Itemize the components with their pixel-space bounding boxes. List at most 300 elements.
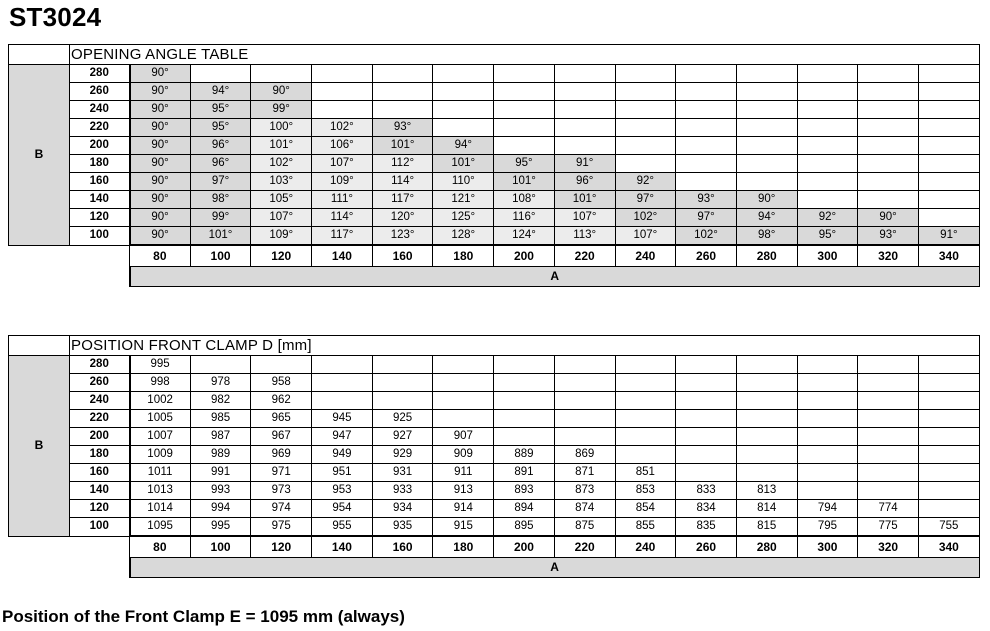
table-cell: 985: [190, 410, 251, 428]
spacer-cell: [9, 267, 130, 287]
front-clamp-position-table: [8, 335, 980, 578]
table-cell: 90°: [130, 227, 191, 246]
table-cell: 925: [372, 410, 433, 428]
table-cell: [858, 119, 919, 137]
table-cell: [312, 374, 373, 392]
table-cell: [858, 428, 919, 446]
table-cell: [858, 83, 919, 101]
table-cell: [918, 119, 979, 137]
table-cell: [918, 83, 979, 101]
row-header-b: 120: [70, 209, 130, 227]
table-cell: [554, 410, 615, 428]
table-cell: [554, 101, 615, 119]
table-cell: 931: [372, 464, 433, 482]
table-cell: 108°: [494, 191, 555, 209]
table-cell: [372, 65, 433, 83]
table-cell: 954: [312, 500, 373, 518]
table-cell: 103°: [251, 173, 312, 191]
table-cell: [676, 410, 737, 428]
table-cell: [494, 119, 555, 137]
table-cell: 93°: [858, 227, 919, 246]
table-cell: 873: [554, 482, 615, 500]
axis-a-label: A: [130, 558, 980, 578]
table-cell: 833: [676, 482, 737, 500]
table-cell: [312, 392, 373, 410]
column-header-a: 220: [554, 536, 615, 558]
footnote: Position of the Front Clamp E = 1095 mm (always): [2, 607, 405, 626]
table-cell: 935: [372, 518, 433, 537]
table-cell: [251, 356, 312, 374]
table-cell: [615, 446, 676, 464]
table-cell: 95°: [190, 101, 251, 119]
table-cell: 111°: [312, 191, 373, 209]
table-cell: 945: [312, 410, 373, 428]
table-cell: [676, 65, 737, 83]
table-cell: [615, 119, 676, 137]
row-header-b: 140: [70, 191, 130, 209]
table-cell: 1005: [130, 410, 191, 428]
column-header-a: 340: [918, 536, 979, 558]
table-cell: 102°: [312, 119, 373, 137]
table-cell: 105°: [251, 191, 312, 209]
table-cell: 851: [615, 464, 676, 482]
axis-b-label: B: [9, 356, 70, 537]
table-cell: 98°: [736, 227, 797, 246]
table-cell: [494, 410, 555, 428]
table-cell: 107°: [615, 227, 676, 246]
table-cell: 815: [736, 518, 797, 537]
table-cell: [918, 191, 979, 209]
table-cell: [615, 356, 676, 374]
table-cell: 951: [312, 464, 373, 482]
table-cell: [797, 137, 858, 155]
table-cell: 814: [736, 500, 797, 518]
table-cell: [797, 392, 858, 410]
table-cell: 891: [494, 464, 555, 482]
row-header-b: 280: [70, 65, 130, 83]
column-header-a: 80: [130, 536, 191, 558]
table-cell: [554, 356, 615, 374]
table-cell: [676, 428, 737, 446]
table-cell: 100°: [251, 119, 312, 137]
table-cell: 775: [858, 518, 919, 537]
table-cell: [676, 119, 737, 137]
table-cell: 854: [615, 500, 676, 518]
table-cell: 955: [312, 518, 373, 537]
table-cell: 101°: [251, 137, 312, 155]
table-cell: [858, 482, 919, 500]
table-cell: [676, 464, 737, 482]
table-cell: 911: [433, 464, 494, 482]
column-header-a: 240: [615, 536, 676, 558]
table-cell: [676, 374, 737, 392]
table-cell: 834: [676, 500, 737, 518]
column-header-a: 80: [130, 245, 191, 267]
table-cell: 90°: [130, 83, 191, 101]
table-cell: [797, 119, 858, 137]
table-cell: 929: [372, 446, 433, 464]
table-cell: [858, 137, 919, 155]
table-cell: [615, 392, 676, 410]
table-cell: 813: [736, 482, 797, 500]
table-cell: [494, 356, 555, 374]
column-header-a: 320: [858, 245, 919, 267]
table-cell: [736, 119, 797, 137]
table-cell: 907: [433, 428, 494, 446]
table-cell: 96°: [190, 137, 251, 155]
table-cell: [918, 101, 979, 119]
table-cell: [736, 83, 797, 101]
table-cell: 871: [554, 464, 615, 482]
table-cell: [797, 191, 858, 209]
column-header-a: 140: [312, 536, 373, 558]
table-cell: [858, 65, 919, 83]
table-cell: [494, 65, 555, 83]
table-cell: 1002: [130, 392, 191, 410]
row-header-b: 240: [70, 101, 130, 119]
row-header-b: 120: [70, 500, 130, 518]
table-cell: 90°: [130, 65, 191, 83]
table-cell: 97°: [190, 173, 251, 191]
document-title: ST3024: [9, 2, 102, 32]
table-cell: [494, 374, 555, 392]
table-cell: [736, 428, 797, 446]
table-cell: 101°: [554, 191, 615, 209]
table-cell: [615, 428, 676, 446]
row-header-b: 180: [70, 446, 130, 464]
table-cell: 102°: [676, 227, 737, 246]
table-cell: 1009: [130, 446, 191, 464]
table-cell: [433, 374, 494, 392]
table-cell: [858, 155, 919, 173]
table-cell: 965: [251, 410, 312, 428]
table-cell: 93°: [372, 119, 433, 137]
table-cell: [858, 410, 919, 428]
table-cell: 962: [251, 392, 312, 410]
table-cell: 91°: [554, 155, 615, 173]
table-cell: 90°: [130, 155, 191, 173]
row-header-b: 220: [70, 119, 130, 137]
table-cell: [312, 356, 373, 374]
table-cell: 934: [372, 500, 433, 518]
table-cell: 982: [190, 392, 251, 410]
column-header-a: 180: [433, 245, 494, 267]
table-cell: 124°: [494, 227, 555, 246]
table-cell: [797, 464, 858, 482]
table-cell: [918, 173, 979, 191]
table-cell: 975: [251, 518, 312, 537]
table-cell: 893: [494, 482, 555, 500]
table-cell: 90°: [130, 101, 191, 119]
table-cell: [494, 101, 555, 119]
table-cell: 909: [433, 446, 494, 464]
table-cell: [858, 356, 919, 374]
column-header-a: 220: [554, 245, 615, 267]
table-cell: [494, 137, 555, 155]
table-cell: [372, 101, 433, 119]
table-cell: [797, 173, 858, 191]
table-cell: [190, 356, 251, 374]
table-cell: [676, 356, 737, 374]
row-header-b: 200: [70, 428, 130, 446]
spacer-cell: [9, 558, 130, 578]
table-cell: 99°: [190, 209, 251, 227]
table-cell: [494, 428, 555, 446]
table-cell: [615, 374, 676, 392]
table-cell: [433, 392, 494, 410]
table-cell: [554, 65, 615, 83]
table-cell: 989: [190, 446, 251, 464]
column-header-a: 300: [797, 536, 858, 558]
table-cell: 90°: [130, 173, 191, 191]
table-cell: [554, 119, 615, 137]
table-cell: 933: [372, 482, 433, 500]
table-cell: 112°: [372, 155, 433, 173]
table-cell: [615, 101, 676, 119]
table-cell: [797, 482, 858, 500]
table-cell: 128°: [433, 227, 494, 246]
table-cell: [736, 356, 797, 374]
table-cell: [676, 446, 737, 464]
table-cell: [918, 428, 979, 446]
column-header-a: 160: [372, 245, 433, 267]
table-cell: 1011: [130, 464, 191, 482]
table-cell: [615, 410, 676, 428]
table-cell: 117°: [312, 227, 373, 246]
column-header-a: 180: [433, 536, 494, 558]
table-cell: 978: [190, 374, 251, 392]
table-cell: [615, 155, 676, 173]
column-header-a: 280: [736, 245, 797, 267]
table-cell: [858, 101, 919, 119]
table-cell: 855: [615, 518, 676, 537]
column-header-a: 120: [251, 536, 312, 558]
table-cell: 895: [494, 518, 555, 537]
table-cell: [190, 65, 251, 83]
table-cell: 101°: [372, 137, 433, 155]
table-cell: [433, 119, 494, 137]
column-header-a: 200: [494, 536, 555, 558]
table-cell: [312, 65, 373, 83]
table-cell: [554, 428, 615, 446]
table-cell: [372, 356, 433, 374]
table-cell: [554, 374, 615, 392]
table-cell: 92°: [797, 209, 858, 227]
table-cell: [918, 374, 979, 392]
table-cell: 120°: [372, 209, 433, 227]
table-cell: 109°: [251, 227, 312, 246]
table-cell: 1014: [130, 500, 191, 518]
axis-a-label: A: [130, 267, 980, 287]
table-cell: 98°: [190, 191, 251, 209]
table-cell: 90°: [130, 137, 191, 155]
table-cell: [858, 374, 919, 392]
table-cell: 101°: [433, 155, 494, 173]
table-cell: [312, 83, 373, 101]
row-header-b: 160: [70, 464, 130, 482]
row-header-b: 200: [70, 137, 130, 155]
table-cell: [918, 137, 979, 155]
table-cell: 835: [676, 518, 737, 537]
spacer-cell: [9, 245, 130, 267]
table-cell: [554, 83, 615, 101]
column-header-a: 260: [676, 245, 737, 267]
table-cell: [736, 155, 797, 173]
table-cell: 102°: [251, 155, 312, 173]
row-header-b: 220: [70, 410, 130, 428]
table-cell: [251, 65, 312, 83]
table-cell: 967: [251, 428, 312, 446]
table-cell: 958: [251, 374, 312, 392]
table-cell: [676, 392, 737, 410]
table-cell: 874: [554, 500, 615, 518]
table-cell: 991: [190, 464, 251, 482]
table-cell: [433, 410, 494, 428]
table-cell: 94°: [190, 83, 251, 101]
table-cell: [372, 392, 433, 410]
table-cell: 774: [858, 500, 919, 518]
row-header-b: 260: [70, 374, 130, 392]
table-cell: 125°: [433, 209, 494, 227]
table-cell: 995: [190, 518, 251, 537]
table-cell: 121°: [433, 191, 494, 209]
table-cell: 107°: [312, 155, 373, 173]
table-cell: 106°: [312, 137, 373, 155]
table-cell: [797, 101, 858, 119]
table-cell: [797, 155, 858, 173]
table-cell: 113°: [554, 227, 615, 246]
table-cell: 123°: [372, 227, 433, 246]
table-cell: [797, 83, 858, 101]
table-cell: 949: [312, 446, 373, 464]
table-title: OPENING ANGLE TABLE: [70, 45, 980, 65]
table-cell: [797, 356, 858, 374]
table-cell: 114°: [372, 173, 433, 191]
table-cell: [736, 374, 797, 392]
row-header-b: 180: [70, 155, 130, 173]
table-cell: 95°: [797, 227, 858, 246]
table-cell: 110°: [433, 173, 494, 191]
table-cell: [736, 446, 797, 464]
table-cell: [736, 410, 797, 428]
table-cell: [918, 464, 979, 482]
table-cell: [858, 464, 919, 482]
row-header-b: 140: [70, 482, 130, 500]
table-cell: 90°: [130, 209, 191, 227]
table-cell: [797, 428, 858, 446]
table-cell: 94°: [736, 209, 797, 227]
table-cell: 1013: [130, 482, 191, 500]
table-cell: 90°: [251, 83, 312, 101]
row-header-b: 280: [70, 356, 130, 374]
column-header-a: 320: [858, 536, 919, 558]
table-cell: 993: [190, 482, 251, 500]
table-corner-cell: [9, 45, 70, 65]
table-cell: [858, 191, 919, 209]
table-cell: [615, 83, 676, 101]
row-header-b: 160: [70, 173, 130, 191]
table-cell: 91°: [918, 227, 979, 246]
table-cell: 994: [190, 500, 251, 518]
table-title: POSITION FRONT CLAMP D [mm]: [70, 336, 980, 356]
spacer-cell: [9, 536, 130, 558]
table-cell: [615, 137, 676, 155]
table-cell: [858, 173, 919, 191]
table-cell: 953: [312, 482, 373, 500]
table-cell: 97°: [676, 209, 737, 227]
table-cell: 101°: [190, 227, 251, 246]
table-cell: 109°: [312, 173, 373, 191]
table-cell: 869: [554, 446, 615, 464]
table-cell: [797, 374, 858, 392]
table-cell: 99°: [251, 101, 312, 119]
table-cell: [372, 83, 433, 101]
column-header-a: 300: [797, 245, 858, 267]
table-cell: [736, 65, 797, 83]
table-cell: 914: [433, 500, 494, 518]
table-cell: [918, 410, 979, 428]
row-header-b: 260: [70, 83, 130, 101]
table-cell: 995: [130, 356, 191, 374]
table-cell: 96°: [554, 173, 615, 191]
column-header-a: 240: [615, 245, 676, 267]
table-cell: 915: [433, 518, 494, 537]
table-cell: 998: [130, 374, 191, 392]
table-cell: [433, 101, 494, 119]
table-cell: 853: [615, 482, 676, 500]
table-cell: [918, 446, 979, 464]
table-cell: [858, 392, 919, 410]
table-cell: [736, 173, 797, 191]
opening-angle-table: [8, 44, 980, 287]
table-cell: 107°: [251, 209, 312, 227]
table-cell: 1095: [130, 518, 191, 537]
table-cell: 96°: [190, 155, 251, 173]
table-cell: [312, 101, 373, 119]
table-cell: [433, 356, 494, 374]
table-cell: [918, 356, 979, 374]
table-cell: 794: [797, 500, 858, 518]
table-cell: [736, 392, 797, 410]
table-cell: [858, 446, 919, 464]
table-cell: 927: [372, 428, 433, 446]
table-cell: [676, 155, 737, 173]
table-cell: 102°: [615, 209, 676, 227]
table-cell: [918, 482, 979, 500]
row-header-b: 100: [70, 518, 130, 537]
table-cell: 795: [797, 518, 858, 537]
table-cell: [918, 209, 979, 227]
table-cell: 894: [494, 500, 555, 518]
table-cell: 987: [190, 428, 251, 446]
axis-b-label: B: [9, 65, 70, 246]
row-header-b: 240: [70, 392, 130, 410]
table-cell: [676, 137, 737, 155]
column-header-a: 260: [676, 536, 737, 558]
table-cell: 974: [251, 500, 312, 518]
table-cell: 101°: [494, 173, 555, 191]
table-cell: 114°: [312, 209, 373, 227]
table-cell: 90°: [130, 119, 191, 137]
table-cell: 94°: [433, 137, 494, 155]
table-cell: 90°: [130, 191, 191, 209]
table-cell: [797, 65, 858, 83]
table-cell: [736, 137, 797, 155]
table-cell: [736, 464, 797, 482]
table-cell: [918, 65, 979, 83]
table-cell: [433, 65, 494, 83]
table-cell: 107°: [554, 209, 615, 227]
